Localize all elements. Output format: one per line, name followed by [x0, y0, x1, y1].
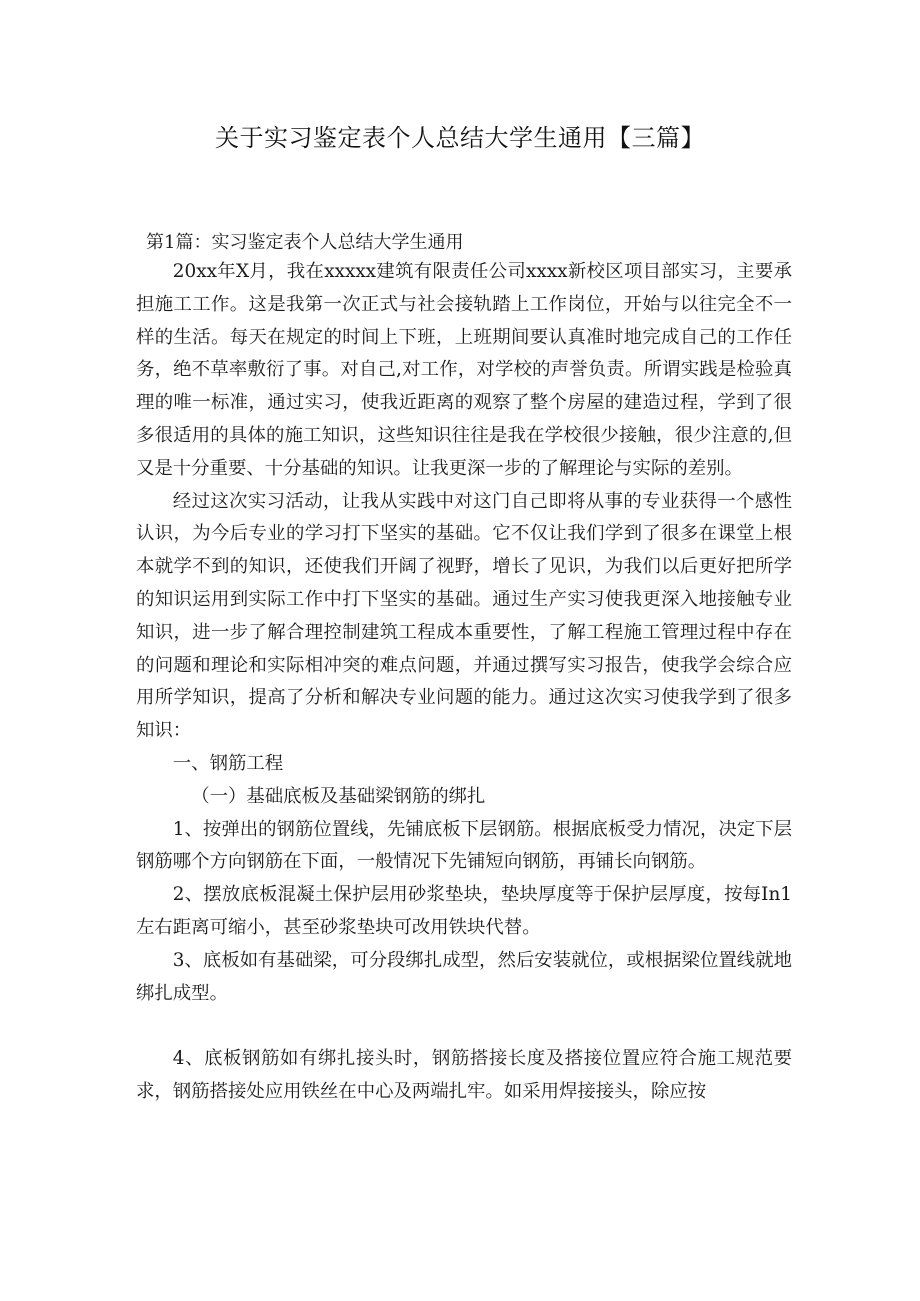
paragraph-internship-gains: 经过这次实习活动，让我从实践中对这门自己即将从事的专业获得一个感性认识，为今后专业的学习打下坚实的基础。它不仅让我们学到了很多在课堂上根本就学不到的知识，还使我们开阔了视野，增长了见识，为我们以后更好把所学的知识运用到实际工作中打下坚实的基础。通过生产实习使我更深入地接触专业知识，进一步了解合理控制建筑工程成本重要性，了解工程施工管理过程中存在的问题和理论和实际相冲突的难点问题，并通过撰写实习报告，使我学会综合应用所学知识，提高了分析和解决专业问题的能力。通过这次实习使我学到了很多知识：: [136, 490, 792, 742]
paragraph-step-3: 3、底板如有基础梁，可分段绑扎成型，然后安装就位，或根据梁位置线就地绑扎成型。: [136, 949, 792, 1004]
section-heading: 第1篇：实习鉴定表个人总结大学生通用: [146, 232, 464, 253]
heading-rebar-engineering: 一、钢筋工程: [172, 752, 284, 774]
paragraph-internship-intro: 20xx年X月，我在xxxxx建筑有限责任公司xxxx新校区项目部实习，主要承担施工工作。这是我第一次正式与社会接轨踏上工作岗位，开始与以往完全不一样的生活。每天在规定的时间上下班，上班期间要认真准时地完成自己的工作任务，绝不草率敷衍了事。对自己,对工作，对学校的声誉负责。所谓实践是检验真理的唯一标准，通过实习，使我近距离的观察了整个房屋的建造过程，学到了很多很适用的具体的施工知识，这些知识往往是我在学校很少接触，很少注意的,但又是十分重要、十分基础的知识。让我更深一步的了解理论与实际的差别。: [136, 261, 792, 479]
paragraph-step-1: 1、按弹出的钢筋位置线，先铺底板下层钢筋。根据底板受力情况，决定下层钢筋哪个方向钢筋在下面，一般情况下先铺短向钢筋，再铺长向钢筋。: [136, 818, 792, 873]
heading-foundation-rebar: （一）基础底板及基础梁钢筋的绑扎: [191, 785, 486, 807]
document-title: 关于实习鉴定表个人总结大学生通用【三篇】: [215, 124, 705, 152]
document-body: [136, 256, 792, 1109]
paragraph-step-2: 2、摆放底板混凝土保护层用砂浆垫块，垫块厚度等于保护层厚度，按每In1左右距离可缩小，甚至砂浆垫块可改用铁块代替。: [136, 884, 792, 938]
paragraph-step-4: 4、底板钢筋如有绑扎接头时，钢筋搭接长度及搭接位置应符合施工规范要求，钢筋搭接处应用铁丝在中心及两端扎牢。如采用焊接接头，除应按: [136, 1048, 792, 1102]
